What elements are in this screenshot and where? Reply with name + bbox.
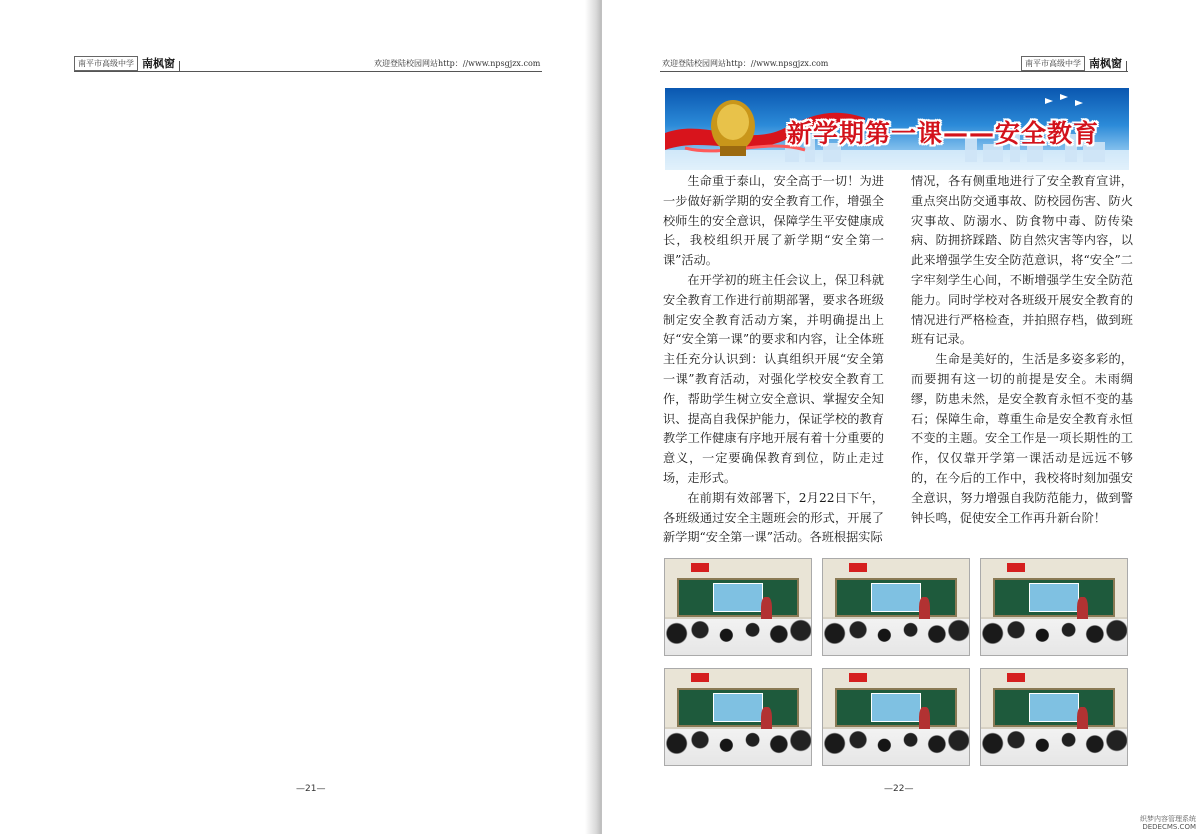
right-masthead — [1021, 55, 1127, 71]
classroom-photo-1 — [664, 558, 812, 656]
article-paragraph-3-continued: 情况，各有侧重地进行了安全教育宣讲，重点突出防交通事故、防校园伤害、防火灾事故、防溺水、防食物中毒、防传染病、防拥挤踩踏、防自然灾害等内容，以此来增强学生安全防范意识，将“安全”二字牢刻学生心间，不断增强学生安全防范能力。同时学校对各班级开展安全教育的情况进行严格检查，并拍照存档，做到班班有记录。 — [911, 174, 1133, 347]
article-column-2 — [911, 172, 1133, 528]
article-column-1 — [663, 172, 884, 548]
right-site-url: 欢迎登陆校园网站http：//www.npsgjzx.com — [662, 59, 829, 68]
left-page-number: —21— — [296, 784, 326, 794]
classroom-photo-3 — [980, 558, 1128, 656]
left-page — [0, 0, 598, 834]
right-header-rule — [660, 71, 1128, 72]
classroom-photo-6 — [980, 668, 1128, 766]
article-paragraph-1: 生命重于泰山，安全高于一切！为进一步做好新学期的安全教育工作，增强全校师生的安全意识，保障学生平安健康成长，我校组织开展了新学期“安全第一课”活动。 — [663, 174, 884, 268]
watermark — [1140, 815, 1196, 831]
article-banner — [665, 88, 1129, 170]
watermark-line-2: DEDECMS.COM — [1142, 823, 1196, 831]
banner-title: 新学期第一课——安全教育 — [786, 119, 1099, 148]
masthead-tick — [1126, 61, 1127, 71]
masthead-school: 南平市高级中学 — [74, 56, 138, 71]
right-page-number: —22— — [884, 784, 914, 794]
classroom-photo-4 — [664, 668, 812, 766]
masthead-column-name: 南枫窗 — [142, 57, 175, 70]
article-paragraph-4: 生命是美好的，生活是多姿多彩的，而要拥有这一切的前提是安全。未雨绸缪，防患未然，是安全教育永恒不变的基石；保障生命，尊重生命是安全教育永恒不变的主题。安全工作是一项长期性的工作，仅仅靠开学第一课活动是远远不够的，在今后的工作中，我校将时刻加强安全意识，努力增强自我防范能力，做到警钟长鸣，促使安全工作再升新台阶！ — [911, 352, 1133, 525]
masthead-column-name: 南枫窗 — [1089, 57, 1122, 70]
classroom-photo-2 — [822, 558, 970, 656]
classroom-photo-5 — [822, 668, 970, 766]
left-header-rule — [74, 71, 542, 72]
masthead-school: 南平市高级中学 — [1021, 56, 1085, 71]
left-site-url: 欢迎登陆校园网站http：//www.npsgjzx.com — [374, 59, 541, 68]
article-paragraph-3: 在前期有效部署下，2月22日下午，各班级通过安全主题班会的形式，开展了新学期“安全第一课”活动。各班根据实际 — [663, 490, 884, 545]
watermark-line-1: 织梦内容管理系统 — [1140, 815, 1196, 823]
masthead-tick — [179, 61, 180, 71]
left-masthead — [74, 55, 180, 71]
article-paragraph-2: 在开学初的班主任会议上，保卫科就安全教育工作进行前期部署，要求各班级制定安全教育活动方案，并明确提出上好“安全第一课”的要求和内容，让全体班主任充分认识到：认真组织开展“安全第一课”教育活动，对强化学校安全教育工作，帮助学生树立安全意识、掌握安全知识、提高自我保护能力，保证学校的教育教学工作健康有序地开展有着十分重要的意义，一定要确保教育到位，防止走过场，走形式。 — [663, 272, 884, 485]
